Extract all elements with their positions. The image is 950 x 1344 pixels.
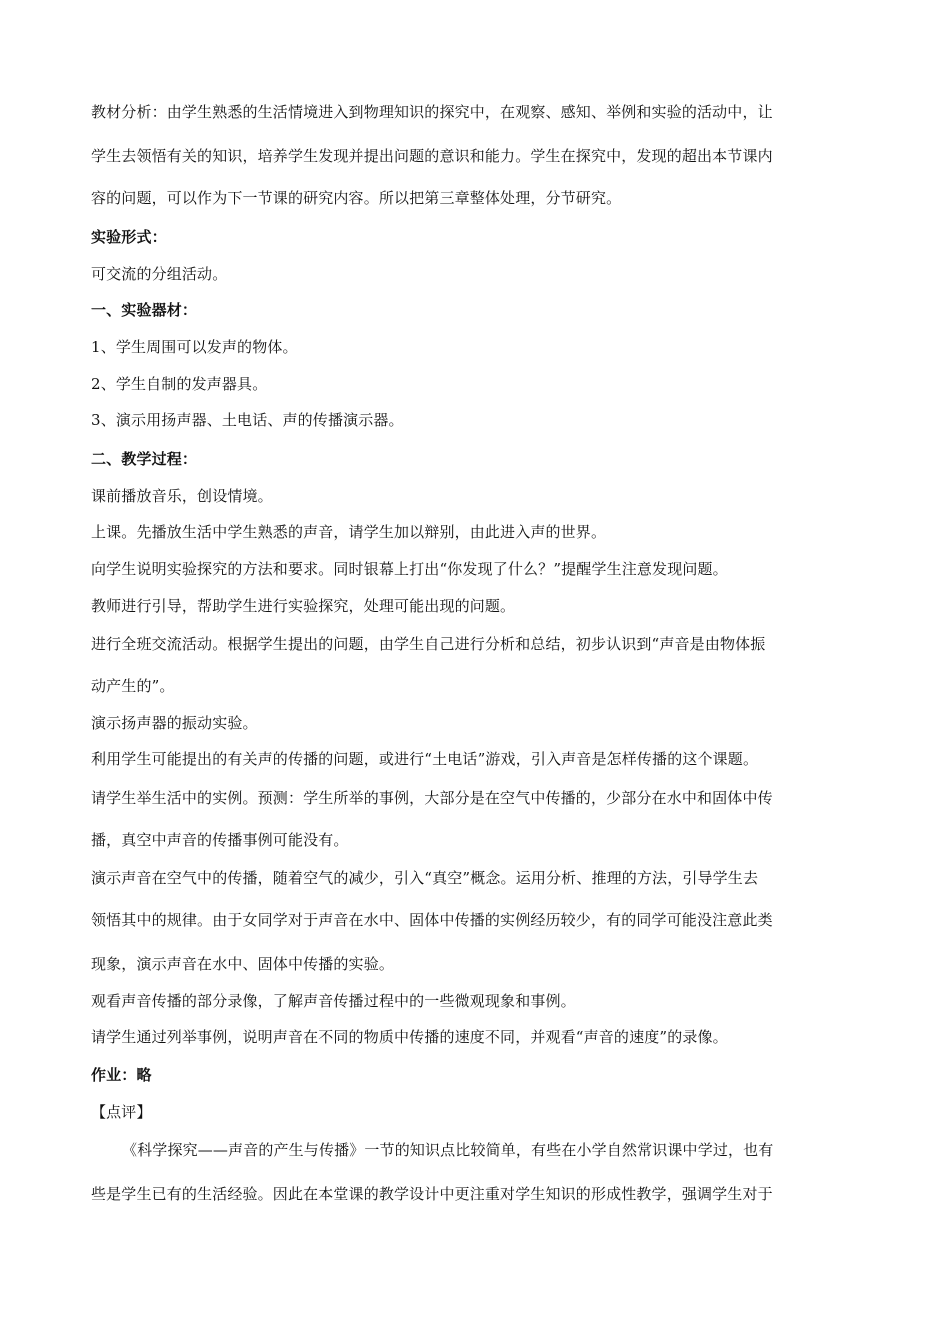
text-group-activity: 可交流的分组活动。 bbox=[91, 265, 228, 283]
paragraph-analysis-line-2: 学生去领悟有关的知识，培养学生发现并提出问题的意识和能力。学生在探究中，发现的超出本节课内 bbox=[91, 147, 773, 165]
list-item-equipment-2: 2、学生自制的发声器具。 bbox=[91, 375, 268, 393]
text-process-7: 利用学生可能提出的有关声的传播的问题，或进行“土电话”游戏，引入声音是怎样传播的这个课题。 bbox=[91, 750, 759, 768]
paragraph-analysis-line-3: 容的问题，可以作为下一节课的研究内容。所以把第三章整体处理，分节研究。 bbox=[91, 189, 622, 207]
text-process-1: 课前播放音乐，创设情境。 bbox=[91, 487, 273, 505]
heading-homework: 作业：略 bbox=[91, 1066, 152, 1084]
text-process-9-line-2: 领悟其中的规律。由于女同学对于声音在水中、固体中传播的实例经历较少，有的同学可能没注意此类 bbox=[91, 911, 773, 929]
text-process-8-line-2: 播，真空中声音的传播事例可能没有。 bbox=[91, 831, 349, 849]
list-item-equipment-1: 1、学生周围可以发声的物体。 bbox=[91, 338, 298, 356]
text-process-5-line-2: 动产生的”。 bbox=[91, 677, 175, 695]
heading-equipment: 一、实验器材： bbox=[91, 301, 198, 319]
text-process-11: 请学生通过列举事例，说明声音在不同的物质中传播的速度不同，并观看“声音的速度”的录像。 bbox=[91, 1028, 728, 1046]
text-process-5-line-1: 进行全班交流活动。根据学生提出的问题，由学生自己进行分析和总结，初步认识到“声音是由物体振 bbox=[91, 635, 766, 653]
text-comment-line-2: 些是学生已有的生活经验。因此在本堂课的教学设计中更注重对学生知识的形成性教学，强调学生对于 bbox=[91, 1185, 773, 1203]
text-process-9-line-3: 现象，演示声音在水中、固体中传播的实验。 bbox=[91, 955, 395, 973]
heading-teaching-process: 二、教学过程： bbox=[91, 450, 198, 468]
text-process-3: 向学生说明实验探究的方法和要求。同时银幕上打出“你发现了什么？”提醒学生注意发现问题。 bbox=[91, 560, 728, 578]
list-item-equipment-3: 3、演示用扬声器、土电话、声的传播演示器。 bbox=[91, 411, 404, 429]
text-process-4: 教师进行引导，帮助学生进行实验探究，处理可能出现的问题。 bbox=[91, 597, 516, 615]
text-process-8-line-1: 请学生举生活中的实例。预测：学生所举的事例，大部分是在空气中传播的，少部分在水中和固体中传 bbox=[91, 789, 773, 807]
paragraph-analysis-line-1: 教材分析：由学生熟悉的生活情境进入到物理知识的探究中，在观察、感知、举例和实验的活动中，让 bbox=[91, 103, 773, 121]
text-process-9-line-1: 演示声音在空气中的传播，随着空气的减少，引入“真空”概念。运用分析、推理的方法，引导学生去 bbox=[91, 869, 759, 887]
text-process-2: 上课。先播放生活中学生熟悉的声音，请学生加以辩别，由此进入声的世界。 bbox=[91, 523, 607, 541]
heading-experiment-form: 实验形式： bbox=[91, 228, 167, 246]
text-process-10: 观看声音传播的部分录像，了解声音传播过程中的一些微观现象和事例。 bbox=[91, 992, 576, 1010]
text-process-6: 演示扬声器的振动实验。 bbox=[91, 714, 258, 732]
text-comment-line-1: 《科学探究——声音的产生与传播》一节的知识点比较简单，有些在小学自然常识课中学过，也有 bbox=[122, 1141, 774, 1159]
heading-comment: 【点评】 bbox=[91, 1103, 152, 1121]
